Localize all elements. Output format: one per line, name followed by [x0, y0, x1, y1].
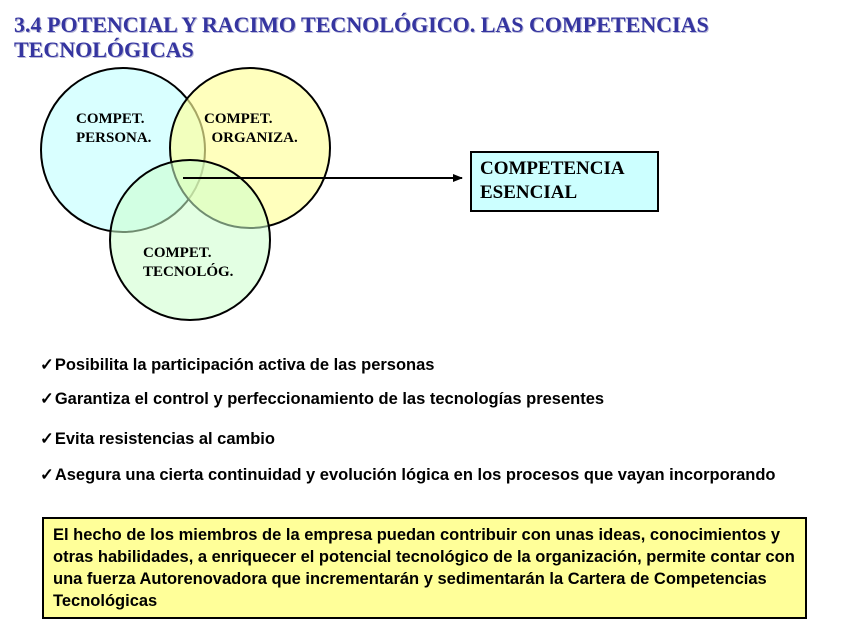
label-line: COMPET.	[204, 111, 273, 127]
label-compet-tecnolog	[143, 244, 233, 282]
label-line: TECNOLÓG.	[143, 264, 234, 280]
slide-title: 3.4 POTENCIAL Y RACIMO TECNOLÓGICO. LAS COMPETENCIAS TECNOLÓGICAS	[14, 12, 709, 62]
label-line: COMPET.	[76, 111, 145, 127]
label-line: PERSONA.	[76, 130, 152, 146]
summary-note-text: El hecho de los miembros de la empresa puedan contribuir con unas ideas, conocimientos y otras habilidades, a enriquecer el potencial tecnológico de la organización, permite contar con una fuerza Autorenovadora que incrementarán y sedimentarán la Cartera de Competencias Tecnológicas	[53, 526, 795, 610]
core-competence-box	[470, 151, 659, 212]
bullet-text: Asegura una cierta continuidad y evolución lógica en los procesos que vayan incorporando	[54, 466, 776, 484]
bullet-item	[40, 389, 820, 410]
bullet-item	[40, 355, 820, 376]
check-icon: ✓	[40, 430, 54, 448]
bullet-text: Garantiza el control y perfeccionamiento de las tecnologías presentes	[54, 390, 605, 408]
label-compet-organiza	[204, 110, 298, 148]
summary-note-box	[42, 517, 807, 619]
label-compet-persona	[76, 110, 151, 148]
check-icon: ✓	[40, 390, 54, 408]
bullet-item	[40, 429, 820, 450]
circle-tecnologia	[110, 160, 270, 320]
core-competence-line1: COMPETENCIA	[480, 158, 625, 179]
bullet-text: Posibilita la participación activa de las personas	[54, 356, 435, 374]
core-competence-line2: ESENCIAL	[480, 182, 578, 203]
check-icon: ✓	[40, 356, 54, 374]
label-line: COMPET.	[143, 245, 212, 261]
check-icon: ✓	[40, 466, 54, 484]
bullet-item	[40, 465, 820, 486]
bullet-text: Evita resistencias al cambio	[54, 430, 275, 448]
label-line: ORGANIZA.	[204, 130, 298, 146]
